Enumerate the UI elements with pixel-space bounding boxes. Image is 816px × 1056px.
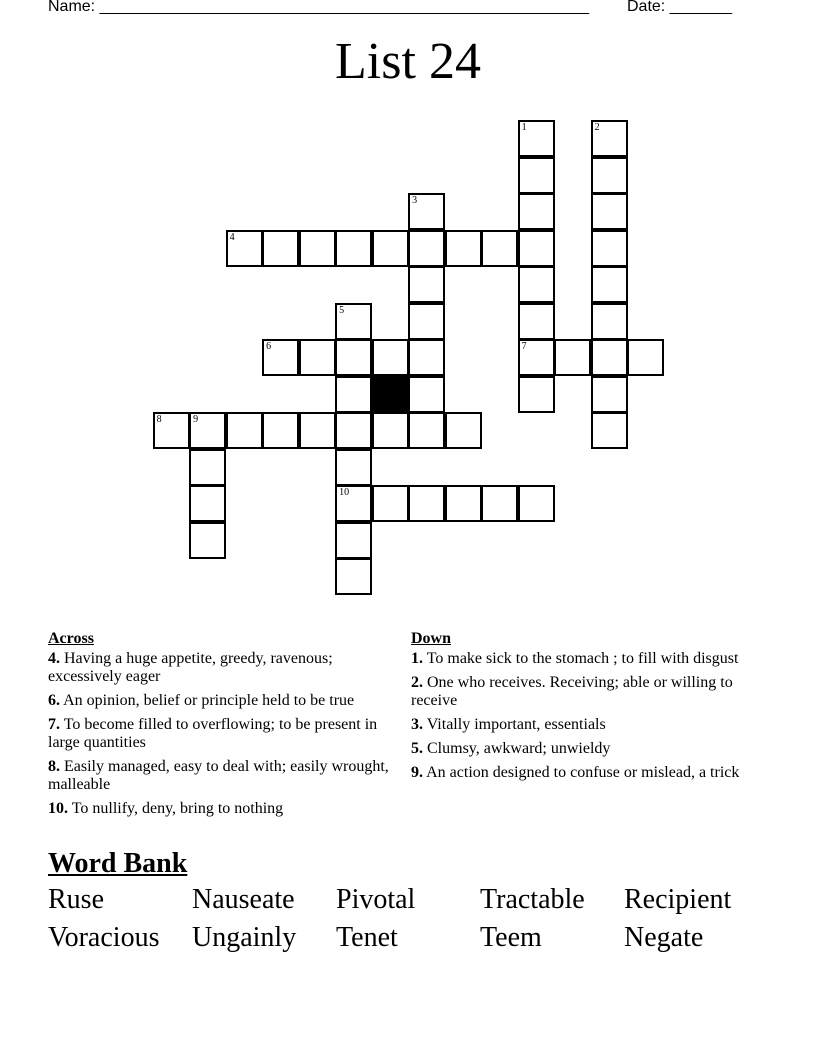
clue-number: 3 bbox=[412, 195, 418, 207]
grid-cell[interactable] bbox=[189, 412, 226, 449]
grid-cell[interactable] bbox=[408, 412, 445, 449]
grid-cell[interactable] bbox=[372, 230, 409, 267]
clue-number: 2 bbox=[594, 122, 600, 134]
grid-cell[interactable] bbox=[299, 339, 336, 376]
grid-cell[interactable] bbox=[153, 412, 190, 449]
grid-cell[interactable] bbox=[445, 230, 482, 267]
grid-cell[interactable] bbox=[335, 558, 372, 595]
grid-cell[interactable] bbox=[518, 485, 555, 522]
grid-cell[interactable] bbox=[518, 157, 555, 194]
grid-cell[interactable] bbox=[372, 339, 409, 376]
grid-cell[interactable] bbox=[372, 485, 409, 522]
clue-text: Vitally important, essentials bbox=[423, 716, 606, 733]
grid-cell[interactable] bbox=[408, 339, 445, 376]
word-bank-word: Voracious bbox=[48, 922, 160, 953]
clue-number: 6 bbox=[266, 341, 272, 353]
grid-cell[interactable] bbox=[627, 339, 664, 376]
grid-cell[interactable] bbox=[189, 485, 226, 522]
down-clue bbox=[411, 716, 756, 734]
grid-cell[interactable] bbox=[408, 485, 445, 522]
grid-cell[interactable] bbox=[591, 230, 628, 267]
grid-cell[interactable] bbox=[408, 303, 445, 340]
clue-number: 8. bbox=[48, 758, 60, 775]
word-bank-word: Tenet bbox=[336, 922, 398, 953]
word-bank-title: Word Bank bbox=[48, 848, 188, 879]
grid-cell[interactable] bbox=[591, 412, 628, 449]
grid-cell[interactable] bbox=[335, 303, 372, 340]
date-field[interactable]: Date: _______ bbox=[627, 0, 732, 15]
grid-cell[interactable] bbox=[408, 193, 445, 230]
grid-cell[interactable] bbox=[591, 266, 628, 303]
clue-text: An action designed to confuse or mislead, a trick bbox=[423, 764, 740, 781]
grid-cell[interactable] bbox=[518, 193, 555, 230]
down-heading: Down bbox=[411, 630, 452, 647]
clue-number: 1 bbox=[521, 122, 527, 134]
grid-cell[interactable] bbox=[335, 230, 372, 267]
grid-cell[interactable] bbox=[518, 376, 555, 413]
down-clue bbox=[411, 674, 756, 710]
word-bank-word: Ruse bbox=[48, 884, 104, 915]
page-title: List 24 bbox=[335, 33, 481, 90]
grid-cell[interactable] bbox=[591, 193, 628, 230]
grid-cell[interactable] bbox=[335, 449, 372, 486]
clue-number: 1. bbox=[411, 650, 423, 667]
word-bank-word: Ungainly bbox=[192, 922, 297, 953]
clue-number: 5. bbox=[411, 740, 423, 757]
grid-cell[interactable] bbox=[226, 412, 263, 449]
clue-number: 2. bbox=[411, 674, 423, 691]
down-clues bbox=[411, 630, 756, 788]
grid-cell[interactable] bbox=[189, 522, 226, 559]
grid-cell[interactable] bbox=[591, 157, 628, 194]
down-clue bbox=[411, 764, 756, 782]
grid-cell[interactable] bbox=[299, 412, 336, 449]
grid-cell[interactable] bbox=[481, 230, 518, 267]
grid-cell[interactable] bbox=[518, 230, 555, 267]
clue-text: Clumsy, awkward; unwieldy bbox=[423, 740, 611, 757]
down-clue bbox=[411, 650, 756, 668]
across-heading: Across bbox=[48, 630, 94, 647]
clue-number: 5 bbox=[339, 304, 345, 316]
across-clues bbox=[48, 630, 393, 824]
clue-text: To become filled to overflowing; to be present in large quantities bbox=[48, 716, 378, 751]
clue-text: To nullify, deny, bring to nothing bbox=[68, 800, 284, 817]
name-field[interactable]: Name: _______________________________________________________ bbox=[48, 0, 589, 15]
grid-cell[interactable] bbox=[518, 120, 555, 157]
clue-number: 3. bbox=[411, 716, 423, 733]
grid-cell[interactable] bbox=[408, 266, 445, 303]
grid-cell[interactable] bbox=[445, 412, 482, 449]
grid-block bbox=[372, 376, 409, 413]
across-clue bbox=[48, 692, 393, 710]
clue-number: 4 bbox=[229, 231, 235, 243]
across-clue bbox=[48, 800, 393, 818]
clue-number: 4. bbox=[48, 650, 60, 667]
across-clue bbox=[48, 650, 393, 686]
word-bank-word: Tractable bbox=[480, 884, 585, 915]
grid-cell[interactable] bbox=[335, 376, 372, 413]
word-bank-word: Pivotal bbox=[336, 884, 416, 915]
grid-cell[interactable] bbox=[335, 522, 372, 559]
clue-text: One who receives. Receiving; able or willing to receive bbox=[411, 674, 733, 709]
clue-text: An opinion, belief or principle held to be true bbox=[60, 692, 355, 709]
word-bank-word: Negate bbox=[624, 922, 704, 953]
grid-cell[interactable] bbox=[335, 339, 372, 376]
clue-number: 6. bbox=[48, 692, 60, 709]
grid-cell[interactable] bbox=[518, 339, 555, 376]
grid-cell[interactable] bbox=[262, 412, 299, 449]
grid-cell[interactable] bbox=[408, 230, 445, 267]
word-bank-word: Nauseate bbox=[192, 884, 295, 915]
grid-cell[interactable] bbox=[262, 230, 299, 267]
grid-cell[interactable] bbox=[591, 339, 628, 376]
clue-number: 9. bbox=[411, 764, 423, 781]
word-bank-word: Recipient bbox=[624, 884, 732, 915]
grid-cell[interactable] bbox=[262, 339, 299, 376]
clue-number: 7 bbox=[521, 341, 527, 353]
down-clue bbox=[411, 740, 756, 758]
grid-cell[interactable] bbox=[518, 303, 555, 340]
clue-text: To make sick to the stomach ; to fill with disgust bbox=[423, 650, 739, 667]
clue-number: 10. bbox=[48, 800, 68, 817]
grid-cell[interactable] bbox=[299, 230, 336, 267]
grid-cell[interactable] bbox=[408, 376, 445, 413]
grid-cell[interactable] bbox=[481, 485, 518, 522]
grid-cell[interactable] bbox=[226, 230, 263, 267]
grid-cell[interactable] bbox=[372, 412, 409, 449]
grid-cell[interactable] bbox=[445, 485, 482, 522]
clue-text: Easily managed, easy to deal with; easily wrought, malleable bbox=[48, 758, 389, 793]
clue-number: 8 bbox=[156, 414, 162, 426]
across-clue bbox=[48, 758, 393, 794]
clue-number: 10 bbox=[339, 487, 350, 499]
word-bank-word: Teem bbox=[480, 922, 542, 953]
clue-text: Having a huge appetite, greedy, ravenous; excessively eager bbox=[48, 650, 333, 685]
clue-number: 7. bbox=[48, 716, 60, 733]
grid-cell[interactable] bbox=[335, 485, 372, 522]
grid-cell[interactable] bbox=[591, 303, 628, 340]
grid-cell[interactable] bbox=[189, 449, 226, 486]
grid-cell[interactable] bbox=[591, 120, 628, 157]
grid-cell[interactable] bbox=[335, 412, 372, 449]
grid-cell[interactable] bbox=[554, 339, 591, 376]
grid-cell[interactable] bbox=[518, 266, 555, 303]
across-clue bbox=[48, 716, 393, 752]
clue-number: 9 bbox=[193, 414, 199, 426]
grid-cell[interactable] bbox=[591, 376, 628, 413]
